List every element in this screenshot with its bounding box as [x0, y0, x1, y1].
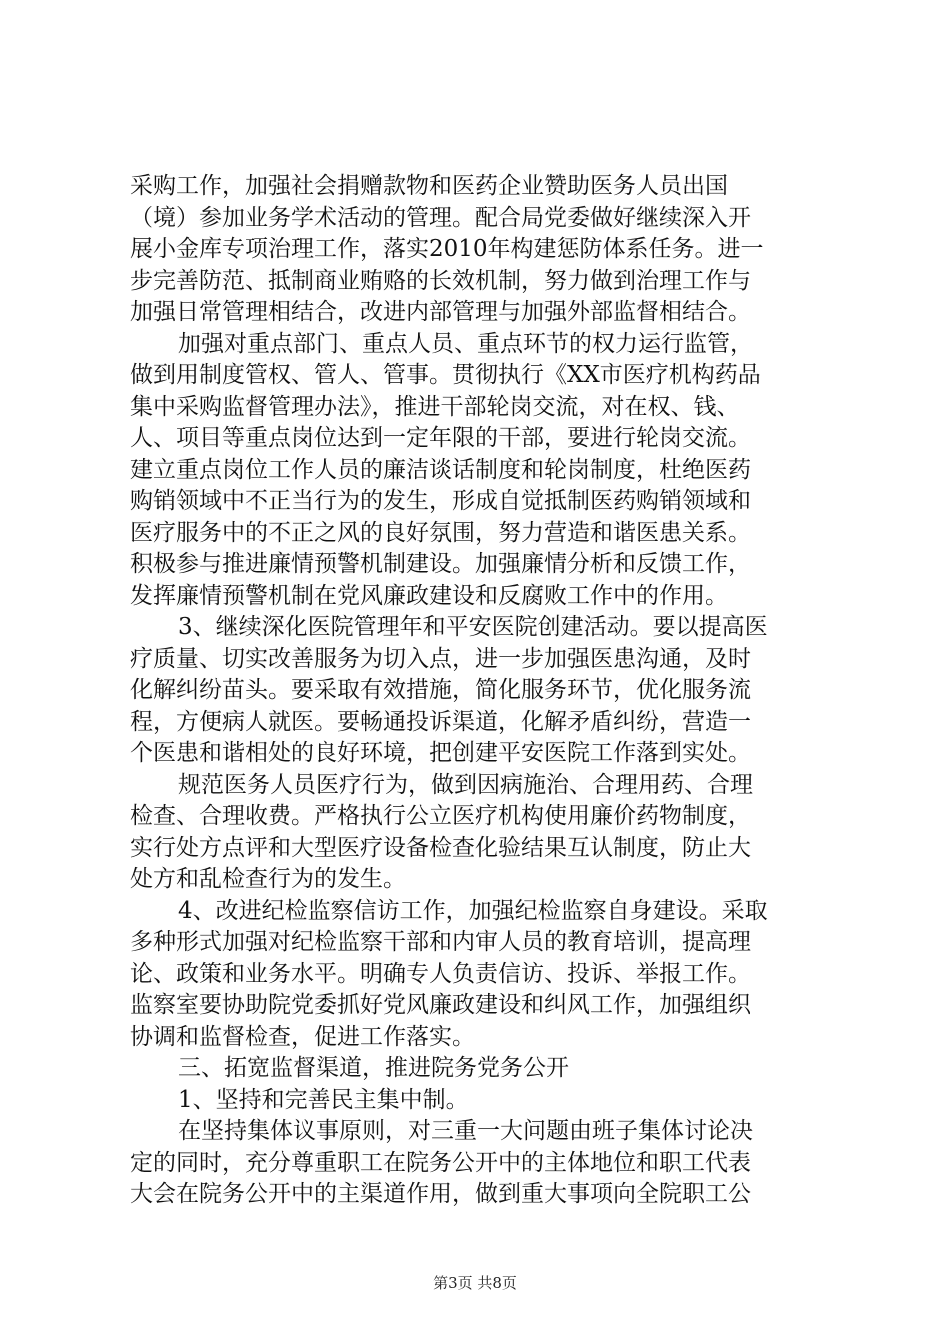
text-line: 展小金库专项治理工作，落实2010年构建惩防体系任务。进一 — [130, 236, 764, 262]
body-text — [130, 171, 830, 1211]
text-line: 检查、合理收费。严格执行公立医疗机构使用廉价药物制度， — [130, 803, 751, 829]
text-line: 步完善防范、抵制商业贿赂的长效机制，努力做到治理工作与 — [130, 267, 751, 294]
text-line: 规范医务人员医疗行为，做到因病施治、合理用药、合理 — [178, 771, 753, 798]
text-line: 1、坚持和完善民主集中制。 — [178, 1086, 469, 1113]
text-line: 处方和乱检查行为的发生。 — [130, 866, 406, 892]
text-line: 4、改进纪检监察信访工作，加强纪检监察自身建设。采取 — [178, 897, 768, 924]
text-line: 积极参与推进廉情预警机制建设。加强廉情分析和反馈工作， — [130, 551, 751, 577]
text-line: 监察室要协助院党委抓好党风廉政建设和纠风工作，加强组织 — [130, 992, 751, 1018]
text-line: 人、项目等重点岗位达到一定年限的干部，要进行轮岗交流。 — [130, 425, 751, 451]
text-line: 加强日常管理相结合，改进内部管理与加强外部监督相结合。 — [130, 299, 751, 325]
text-line: 协调和监督检查，促进工作落实。 — [130, 1023, 475, 1050]
text-line: 集中采购监督管理办法》，推进干部轮岗交流，对在权、钱、 — [130, 393, 740, 420]
text-line: 三、拓宽监督渠道，推进院务党务公开 — [178, 1055, 569, 1081]
text-line: 3、继续深化医院管理年和平安医院创建活动。要以提高医 — [178, 614, 768, 640]
text-line: 建立重点岗位工作人员的廉洁谈话制度和轮岗制度，杜绝医药 — [130, 456, 751, 483]
text-line: 化解纠纷苗头。要采取有效措施，简化服务环节，优化服务流 — [130, 677, 751, 703]
text-line: 个医患和谐相处的良好环境，把创建平安医院工作落到实处。 — [130, 740, 751, 766]
text-line: 购销领域中不正当行为的发生，形成自觉抵制医药购销领域和 — [130, 488, 751, 514]
text-line: 实行处方点评和大型医疗设备检查化验结果互认制度，防止大 — [130, 834, 751, 861]
text-line: 加强对重点部门、重点人员、重点环节的权力运行监管， — [178, 330, 753, 357]
text-line: 多种形式加强对纪检监察干部和内审人员的教育培训，提高理 — [130, 929, 751, 955]
text-line: （境）参加业务学术活动的管理。配合局党委做好继续深入开 — [130, 204, 751, 231]
text-line: 论、政策和业务水平。明确专人负责信访、投诉、举报工作。 — [130, 960, 751, 987]
text-line: 大会在院务公开中的主渠道作用，做到重大事项向全院职工公 — [130, 1181, 751, 1207]
text-line: 在坚持集体议事原则，对三重一大问题由班子集体讨论决 — [178, 1118, 753, 1144]
page-footer: 第3页 共8页 — [433, 1274, 517, 1292]
text-line: 采购工作，加强社会捐赠款物和医药企业赞助医务人员出国 — [130, 173, 728, 199]
text-line: 做到用制度管权、管人、管事。贯彻执行《XX市医疗机构药品 — [130, 362, 761, 388]
text-line: 疗质量、切实改善服务为切入点，进一步加强医患沟通，及时 — [130, 645, 751, 672]
text-line: 医疗服务中的不正之风的良好氛围，努力营造和谐医患关系。 — [130, 519, 751, 546]
text-line: 发挥廉情预警机制在党风廉政建设和反腐败工作中的作用。 — [130, 582, 728, 609]
text-line: 程，方便病人就医。要畅通投诉渠道，化解矛盾纠纷，营造一 — [130, 708, 751, 735]
text-line: 定的同时，充分尊重职工在院务公开中的主体地位和职工代表 — [130, 1149, 751, 1176]
